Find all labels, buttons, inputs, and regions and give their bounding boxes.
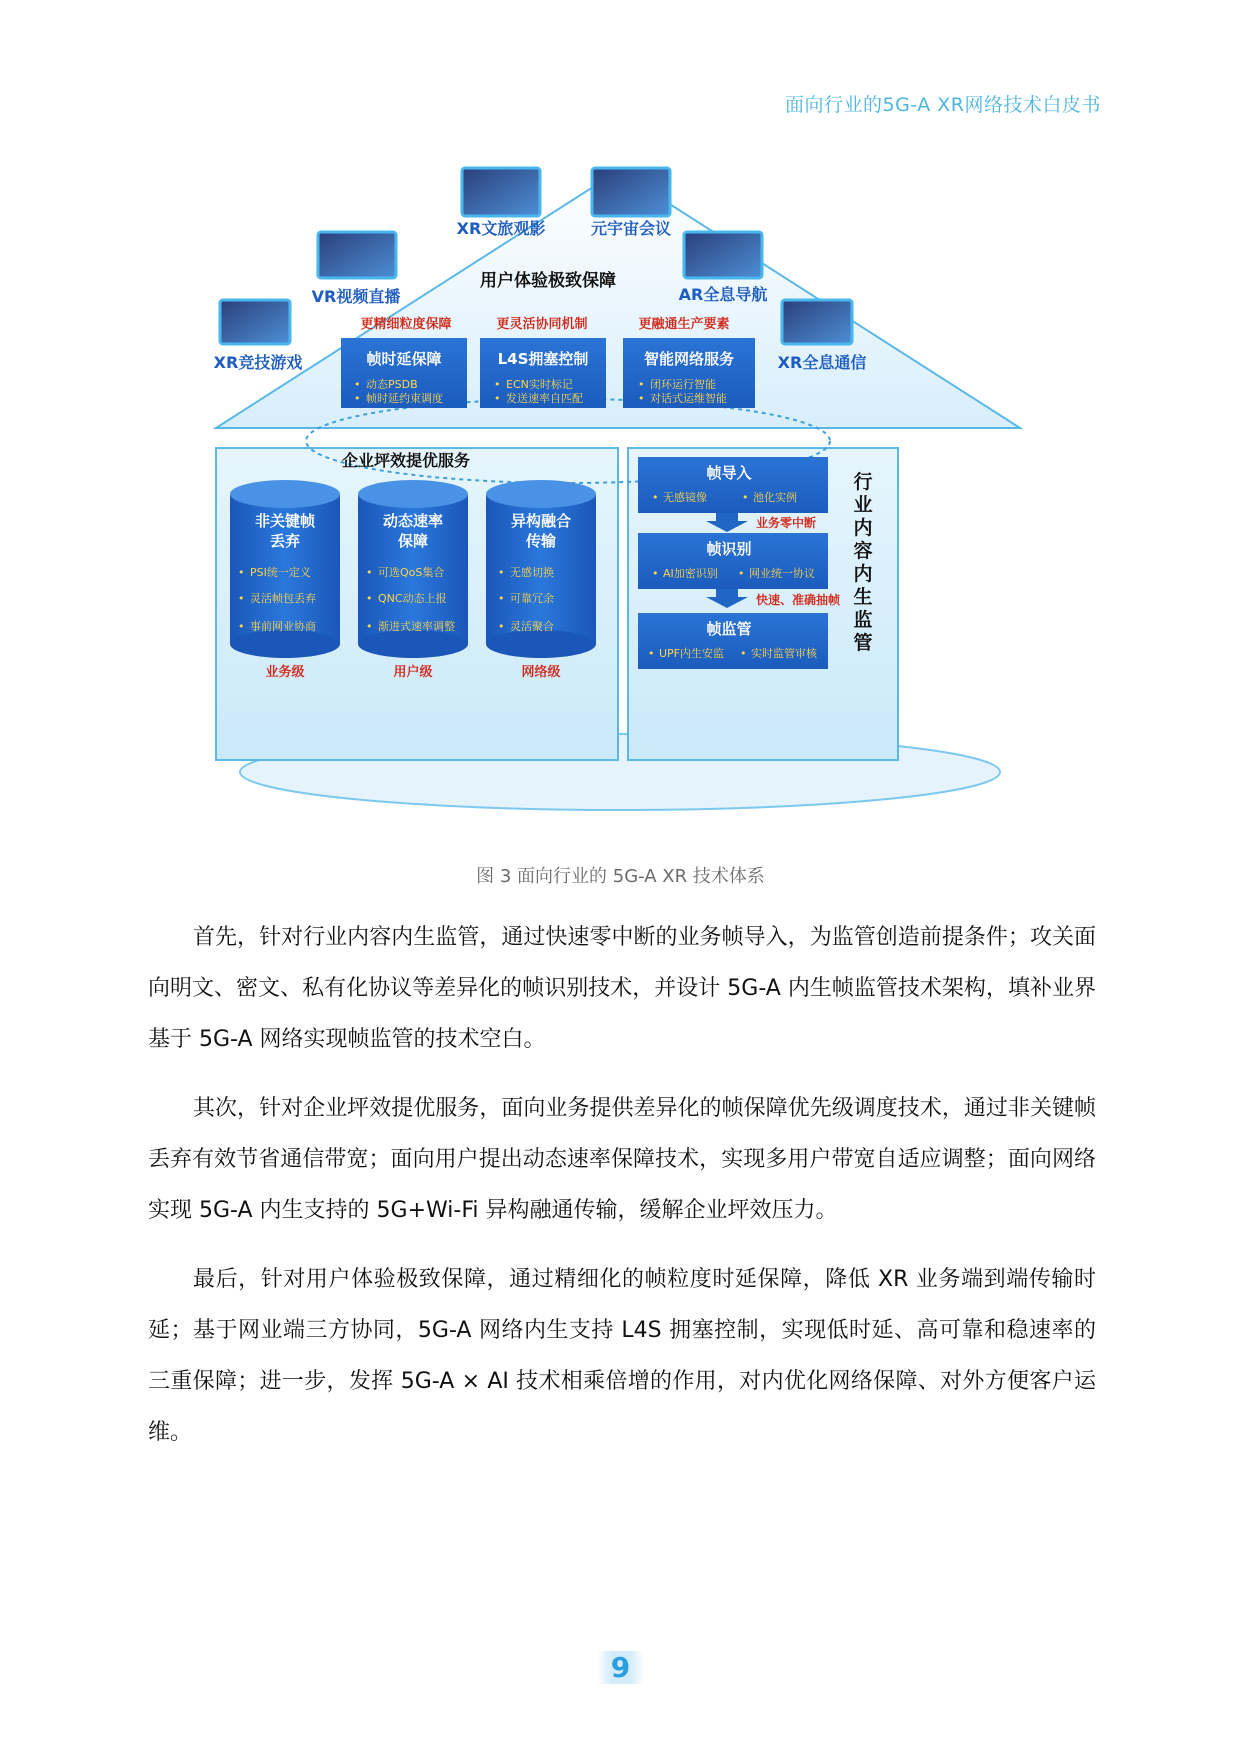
cylinder-level: 业务级 — [265, 665, 305, 680]
right-block-item: 池化实例 — [753, 491, 797, 504]
svg-text:•: • — [498, 566, 505, 579]
cylinder-level: 用户级 — [393, 665, 433, 680]
cylinder-item: 灵活帧包丢弃 — [250, 592, 316, 605]
paragraph-3: 最后，针对用户体验极致保障，通过精细化的帧粒度时延保障，降低 XR 业务端到端传输时延；基于网业端三方协同，5G-A 网络内生支持 L4S 拥塞控制，实现低时延、高可靠和稳速率的三重保障；进一步，发挥 5G-A × AI 技术相乘倍增的作用，对内优化网络保障、对外方便客户运维。 — [148, 1267, 1096, 1445]
right-block-frame-import — [638, 457, 828, 513]
cylinder-level: 网络级 — [521, 665, 561, 680]
app-xr-gaming — [214, 300, 303, 372]
app-ar-navigation — [679, 232, 768, 304]
left-title: 企业坪效提优服务 — [341, 451, 471, 470]
svg-text:•: • — [498, 620, 505, 633]
page-number-value: 9 — [597, 1651, 644, 1684]
top-column-title: L4S拥塞控制 — [497, 350, 589, 368]
right-block-title: 帧识别 — [706, 540, 752, 558]
top-column-item: 发送速率自匹配 — [506, 392, 583, 405]
svg-text:•: • — [498, 592, 505, 605]
arrow-1 — [706, 513, 816, 532]
paragraph-1: 首先，针对行业内容内生监管，通过快速零中断的业务帧导入，为监管创造前提条件；攻关面向明文、密文、私有化协议等差异化的帧识别技术，并设计 5G-A 内生帧监管技术架构，填补业界基于 5G-A 网络实现帧监管的技术空白。 — [148, 925, 1096, 1052]
app-vr-live — [312, 232, 401, 306]
figure-caption: 图 3 面向行业的 5G-A XR 技术体系 — [476, 866, 765, 887]
app-label: XR竞技游戏 — [213, 353, 303, 372]
cylinder-item: 可靠冗余 — [510, 592, 554, 605]
svg-text:生: 生 — [853, 586, 873, 608]
svg-text:•: • — [238, 592, 245, 605]
cylinder-item: 可选QoS集合 — [378, 566, 445, 579]
top-column-caption: 更融通生产要素 — [638, 317, 730, 332]
app-label: XR全息通信 — [777, 353, 867, 372]
right-block-frame-recognition — [638, 533, 828, 589]
svg-text:管: 管 — [853, 632, 873, 654]
cylinder-title: 丢弃 — [269, 532, 301, 550]
right-block-item: 无感镜像 — [663, 491, 707, 504]
top-column-caption: 更精细粒度保障 — [360, 317, 452, 332]
app-xr-holographic — [778, 300, 867, 372]
top-column-title: 智能网络服务 — [643, 350, 735, 368]
svg-text:•: • — [366, 620, 373, 633]
app-metaverse-meeting — [591, 168, 671, 238]
app-label: XR文旅观影 — [456, 219, 546, 238]
cylinder-item: QNC动态上报 — [378, 592, 447, 605]
top-column-item: 闭环运行智能 — [650, 378, 716, 391]
top-column-item: 动态PSDB — [366, 378, 418, 391]
svg-text:容: 容 — [853, 540, 873, 562]
top-column-2 — [480, 316, 606, 408]
svg-text:•: • — [354, 378, 361, 391]
cylinder-2 — [358, 480, 468, 680]
app-xr-culture-tourism — [457, 168, 546, 238]
svg-text:•: • — [738, 567, 745, 580]
right-block-title: 帧监管 — [706, 620, 752, 638]
architecture-diagram — [213, 176, 1026, 816]
svg-text:•: • — [494, 378, 501, 391]
svg-text:•: • — [638, 392, 645, 405]
top-column-item: ECN实时标记 — [506, 378, 573, 391]
svg-text:•: • — [638, 378, 645, 391]
right-block-item: AI加密识别 — [663, 567, 718, 580]
svg-text:•: • — [238, 620, 245, 633]
svg-text:行: 行 — [853, 471, 873, 493]
app-label: 元宇宙会议 — [590, 219, 672, 238]
svg-text:•: • — [366, 566, 373, 579]
app-label: VR视频直播 — [311, 287, 401, 306]
top-column-item: 对话式运维智能 — [650, 392, 727, 405]
cylinder-item: PSI统一定义 — [250, 566, 311, 579]
svg-text:•: • — [742, 491, 749, 504]
right-block-item: UPF内生安监 — [659, 647, 725, 660]
top-column-caption: 更灵活协同机制 — [496, 317, 588, 332]
top-column-1 — [341, 316, 467, 408]
svg-text:•: • — [740, 647, 747, 660]
svg-text:•: • — [652, 491, 659, 504]
svg-text:内: 内 — [853, 563, 873, 585]
right-block-item: 网业统一协议 — [749, 567, 815, 580]
cylinder-item: 事前网业协商 — [250, 620, 316, 633]
top-column-title: 帧时延保障 — [366, 350, 442, 368]
svg-text:•: • — [366, 592, 373, 605]
app-label: AR全息导航 — [678, 285, 768, 304]
arrow-label: 快速、准确抽帧 — [756, 593, 841, 607]
cylinder-title: 非关键帧 — [254, 512, 316, 530]
svg-text:内: 内 — [853, 517, 873, 539]
top-column-item: 帧时延约束调度 — [366, 392, 443, 405]
cylinder-item: 无感切换 — [510, 566, 554, 579]
right-block-title: 帧导入 — [706, 464, 752, 482]
right-block-item: 实时监管审核 — [751, 647, 817, 660]
running-header: 面向行业的5G-A XR网络技术白皮书 — [784, 94, 1101, 116]
svg-text:•: • — [354, 392, 361, 405]
cylinder-title: 异构融合 — [510, 512, 572, 530]
svg-text:监: 监 — [853, 609, 873, 631]
cylinder-item: 渐进式速率调整 — [378, 620, 455, 633]
svg-text:•: • — [238, 566, 245, 579]
cylinder-title: 动态速率 — [382, 512, 444, 530]
svg-text:业: 业 — [853, 494, 873, 516]
cylinder-title: 保障 — [397, 532, 429, 550]
svg-text:•: • — [494, 392, 501, 405]
cylinder-item: 灵活聚合 — [510, 620, 554, 633]
right-block-frame-supervision — [638, 613, 828, 669]
cylinder-title: 传输 — [525, 532, 557, 550]
cylinder-1 — [230, 480, 340, 680]
page-number — [0, 1651, 1241, 1684]
svg-text:•: • — [652, 567, 659, 580]
svg-text:•: • — [648, 647, 655, 660]
paragraph-2: 其次，针对企业坪效提优服务，面向业务提供差异化的帧保障优先级调度技术，通过非关键帧丢弃有效节省通信带宽；面向用户提出动态速率保障技术，实现多用户带宽自适应调整；面向网络实现 5G-A 内生支持的 5G+Wi-Fi 异构融通传输，缓解企业坪效压力。 — [148, 1096, 1096, 1223]
top-title: 用户体验极致保障 — [480, 271, 616, 291]
cylinder-3 — [486, 480, 596, 680]
arrow-label: 业务零中断 — [756, 516, 817, 530]
